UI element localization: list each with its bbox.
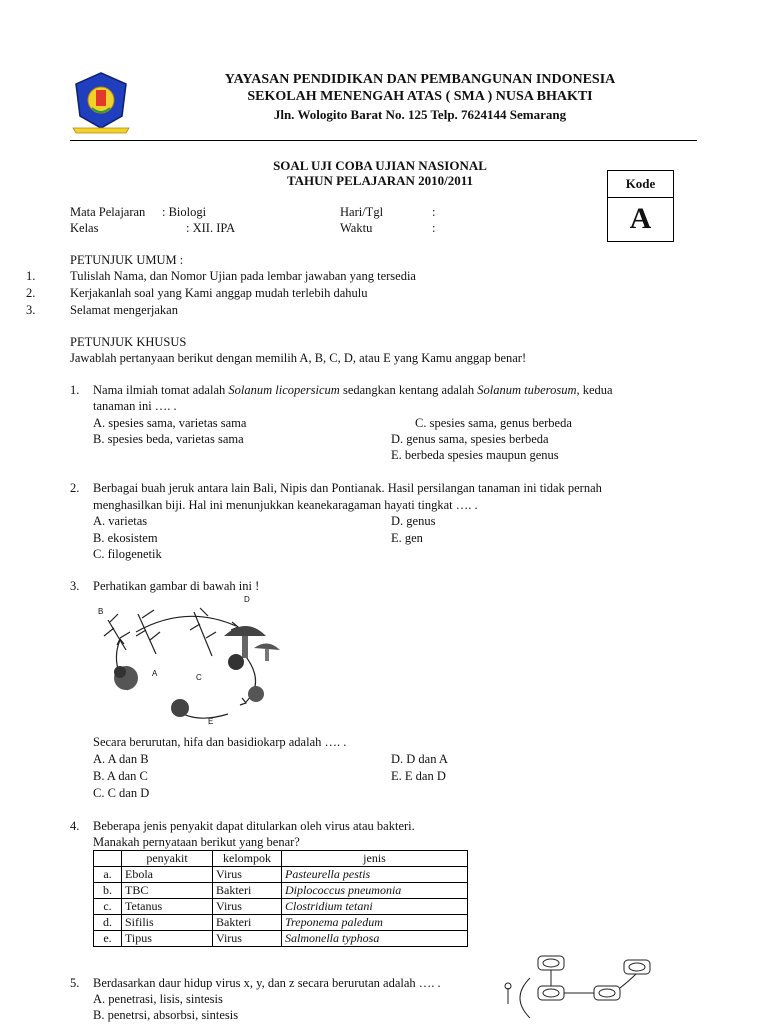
table-row[interactable]	[94, 883, 468, 899]
question-3-text: Perhatikan gambar di bawah ini !	[93, 579, 260, 593]
foundation-name: YAYASAN PENDIDIKAN DAN PEMBANGUNAN INDONESIA	[224, 72, 616, 87]
table-row[interactable]	[94, 915, 468, 931]
option-e[interactable]: E. E dan D	[391, 769, 446, 783]
mapel-label: Mata Pelajaran	[70, 205, 146, 219]
table-cell: TBC	[122, 883, 213, 899]
virus-cycle-figure	[490, 948, 666, 1024]
hari-label: Hari/Tgl	[340, 205, 384, 219]
option-d[interactable]: D. D dan A	[391, 752, 448, 766]
question-3-prompt: Secara berurutan, hifa dan basidiokarp adalah …. .	[93, 735, 347, 749]
table-header	[94, 851, 122, 867]
option-c[interactable]: C. filogenetik	[93, 547, 162, 561]
figure-label-c: C	[196, 673, 202, 682]
table-cell: Treponema paledum	[282, 915, 468, 931]
table-cell: Ebola	[122, 867, 213, 883]
table-cell: Tetanus	[122, 899, 213, 915]
table-header: jenis	[282, 851, 468, 867]
figure-label-b: B	[98, 607, 104, 616]
umum-item-text: Selamat mengerjakan	[70, 303, 178, 317]
option-b[interactable]: B. penetrsi, absorbsi, sintesis	[93, 1008, 239, 1022]
school-logo	[70, 70, 132, 136]
table-cell: Virus	[213, 899, 282, 915]
table-row[interactable]	[94, 899, 468, 915]
option-d[interactable]: D. genus sama, spesies berbeda	[391, 432, 549, 446]
option-a[interactable]: A. A dan B	[93, 752, 149, 766]
table-cell: Bakteri	[213, 915, 282, 931]
question-4-text-cont: Manakah pernyataan berikut yang benar?	[93, 835, 300, 849]
table-header: kelompok	[213, 851, 282, 867]
table-header-row	[94, 851, 468, 867]
school-address: Jln. Wologito Barat No. 125 Telp. 7624144 Semarang	[273, 107, 567, 122]
petunjuk-khusus-title: PETUNJUK KHUSUS	[70, 335, 187, 349]
kode-label: Kode	[608, 171, 673, 198]
exam-year: TAHUN PELAJARAN 2010/2011	[286, 173, 474, 188]
waktu-label: Waktu	[340, 221, 373, 235]
option-e[interactable]: E. gen	[391, 531, 423, 545]
table-cell: d.	[94, 915, 122, 931]
table-cell: e.	[94, 931, 122, 947]
table-cell: Pasteurella pestis	[282, 867, 468, 883]
question-number: 4.	[70, 819, 80, 833]
table-cell: Virus	[213, 867, 282, 883]
question-number: 3.	[70, 579, 80, 593]
umum-item-text: Kerjakanlah soal yang Kami anggap mudah terlebih dahulu	[70, 286, 368, 300]
question-2-text-cont: menghasilkan biji. Hal ini menunjukkan keanekaragaman hayati tingkat …. .	[93, 498, 478, 512]
table-cell: Bakteri	[213, 883, 282, 899]
question-1-text-cont: tanaman ini …. .	[93, 399, 177, 413]
fungus-lifecycle-figure	[96, 592, 284, 727]
exam-title: SOAL UJI COBA UJIAN NASIONAL	[273, 158, 487, 173]
header-divider	[70, 140, 697, 141]
mapel-value: : Biologi	[162, 205, 207, 219]
waktu-value: :	[432, 221, 436, 235]
question-4-text: Beberapa jenis penyakit dapat ditularkan oleh virus atau bakteri.	[93, 819, 415, 833]
option-b[interactable]: B. spesies beda, varietas sama	[93, 432, 244, 446]
kelas-value: : XII. IPA	[186, 221, 236, 235]
umum-item-num: 2.	[26, 286, 36, 300]
option-a[interactable]: A. spesies sama, varietas sama	[93, 416, 247, 430]
question-number: 2.	[70, 481, 80, 495]
table-row[interactable]	[94, 931, 468, 947]
disease-table	[93, 850, 468, 947]
table-cell: b.	[94, 883, 122, 899]
option-b[interactable]: B. ekosistem	[93, 531, 158, 545]
option-d[interactable]: D. genus	[391, 514, 436, 528]
question-number: 1.	[70, 383, 80, 397]
option-a[interactable]: A. varietas	[93, 514, 148, 528]
table-cell: Clostridium tetani	[282, 899, 468, 915]
table-cell: Diplococcus pneumonia	[282, 883, 468, 899]
hari-value: :	[432, 205, 436, 219]
umum-item-num: 3.	[26, 303, 36, 317]
option-c[interactable]: C. spesies sama, genus berbeda	[415, 416, 572, 430]
table-cell: a.	[94, 867, 122, 883]
school-name: SEKOLAH MENENGAH ATAS ( SMA ) NUSA BHAKTI	[247, 89, 593, 104]
question-2-text: Berbagai buah jeruk antara lain Bali, Nipis dan Pontianak. Hasil persilangan tanaman ini tidak pernah	[93, 481, 602, 495]
kode-box	[607, 170, 674, 242]
table-cell: Salmonella typhosa	[282, 931, 468, 947]
option-b[interactable]: B. A dan C	[93, 769, 148, 783]
table-cell: Virus	[213, 931, 282, 947]
petunjuk-khusus-text: Jawablah pertanyaan berikut dengan memilih A, B, C, D, atau E yang Kamu anggap benar!	[70, 351, 527, 365]
petunjuk-umum-title: PETUNJUK UMUM :	[70, 253, 184, 267]
table-row[interactable]	[94, 867, 468, 883]
table-header: penyakit	[122, 851, 213, 867]
option-e[interactable]: E. berbeda spesies maupun genus	[391, 448, 559, 462]
umum-item-text: Tulislah Nama, dan Nomor Ujian pada lembar jawaban yang tersedia	[70, 269, 416, 283]
figure-label-a: A	[152, 669, 158, 678]
figure-label-d: D	[244, 595, 250, 604]
option-c[interactable]: C. C dan D	[93, 786, 150, 800]
table-cell: Sifilis	[122, 915, 213, 931]
table-cell: c.	[94, 899, 122, 915]
figure-label-e: E	[208, 717, 214, 726]
question-number: 5.	[70, 976, 80, 990]
question-5-text: Berdasarkan daur hidup virus x, y, dan z secara berurutan adalah …. .	[93, 976, 441, 990]
option-a[interactable]: A. penetrasi, lisis, sintesis	[93, 992, 223, 1006]
kelas-label: Kelas	[70, 221, 99, 235]
question-1-text: Nama ilmiah tomat adalah Solanum licopersicum sedangkan kentang adalah Solanum tuberosum, kedua	[93, 383, 613, 397]
table-cell: Tipus	[122, 931, 213, 947]
umum-item-num: 1.	[26, 269, 36, 283]
kode-value: A	[629, 202, 652, 235]
